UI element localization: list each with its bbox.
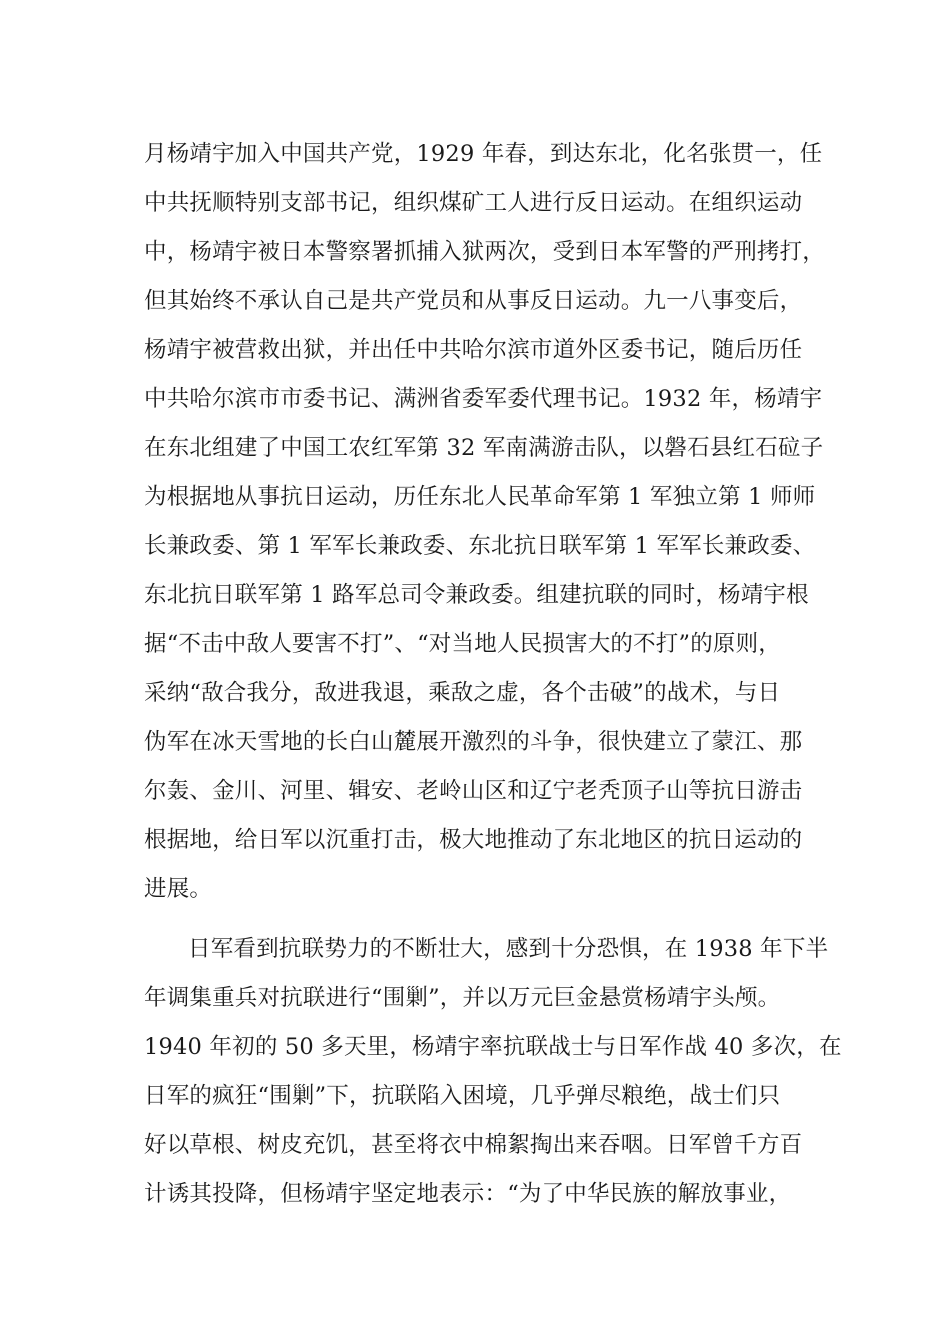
text-line: 长兼政委、第 1 军军长兼政委、东北抗日联军第 1 军军长兼政委、 [144,533,816,559]
text-line: 1940 年初的 50 多天里，杨靖宇率抗联战士与日军作战 40 多次，在 [144,1034,842,1060]
text-line: 计诱其投降，但杨靖宇坚定地表示：“为了中华民族的解放事业， [144,1181,792,1207]
text-line: 伪军在冰天雪地的长白山麓展开激烈的斗争，很快建立了蒙江、那 [144,729,803,755]
text-line: 东北抗日联军第 1 路军总司令兼政委。组建抗联的同时，杨靖宇根 [144,582,809,608]
text-line: 根据地，给日军以沉重打击，极大地推动了东北地区的抗日运动的 [144,827,803,853]
text-line: 日军的疯狂“围剿”下，抗联陷入困境，几乎弹尽粮绝，战士们只 [144,1083,781,1109]
text-line: 月杨靖宇加入中国共产党，1929 年春，到达东北，化名张贯一，任 [144,141,823,167]
paragraph-1 [144,130,824,914]
text-line: 中共哈尔滨市市委书记、满洲省委军委代理书记。1932 年，杨靖宇 [144,386,823,412]
text-line: 据“不击中敌人要害不打”、“对当地人民损害大的不打”的原则， [144,631,782,657]
paragraph-2 [144,925,842,1219]
text-line: 中共抚顺特别支部书记，组织煤矿工人进行反日运动。在组织运动 [144,190,803,216]
text-line: 年调集重兵对抗联进行“围剿”，并以万元巨金悬赏杨靖宇头颅。 [144,985,781,1011]
text-line: 好以草根、树皮充饥，甚至将衣中棉絮掏出来吞咽。日军曾千方百 [144,1132,803,1158]
text-line: 进展。 [144,876,213,902]
text-line: 在东北组建了中国工农红军第 32 军南满游击队，以磐石县红石砬子 [144,435,824,461]
text-line: 杨靖宇被营救出狱，并出任中共哈尔滨市道外区委书记，随后历任 [144,337,803,363]
text-line: 为根据地从事抗日运动，历任东北人民革命军第 1 军独立第 1 师师 [144,484,816,510]
text-line: 中，杨靖宇被日本警察署抓捕入狱两次，受到日本军警的严刑拷打， [144,239,826,265]
text-line: 尔轰、金川、河里、辑安、老岭山区和辽宁老秃顶子山等抗日游击 [144,778,803,804]
text-line: 采纳“敌合我分，敌进我退，乘敌之虚，各个击破”的战术，与日 [144,680,781,706]
text-line: 但其始终不承认自己是共产党员和从事反日运动。九一八事变后， [144,288,803,314]
text-line: 日军看到抗联势力的不断壮大，感到十分恐惧，在 1938 年下半 [188,936,829,962]
body-text [144,130,842,1219]
